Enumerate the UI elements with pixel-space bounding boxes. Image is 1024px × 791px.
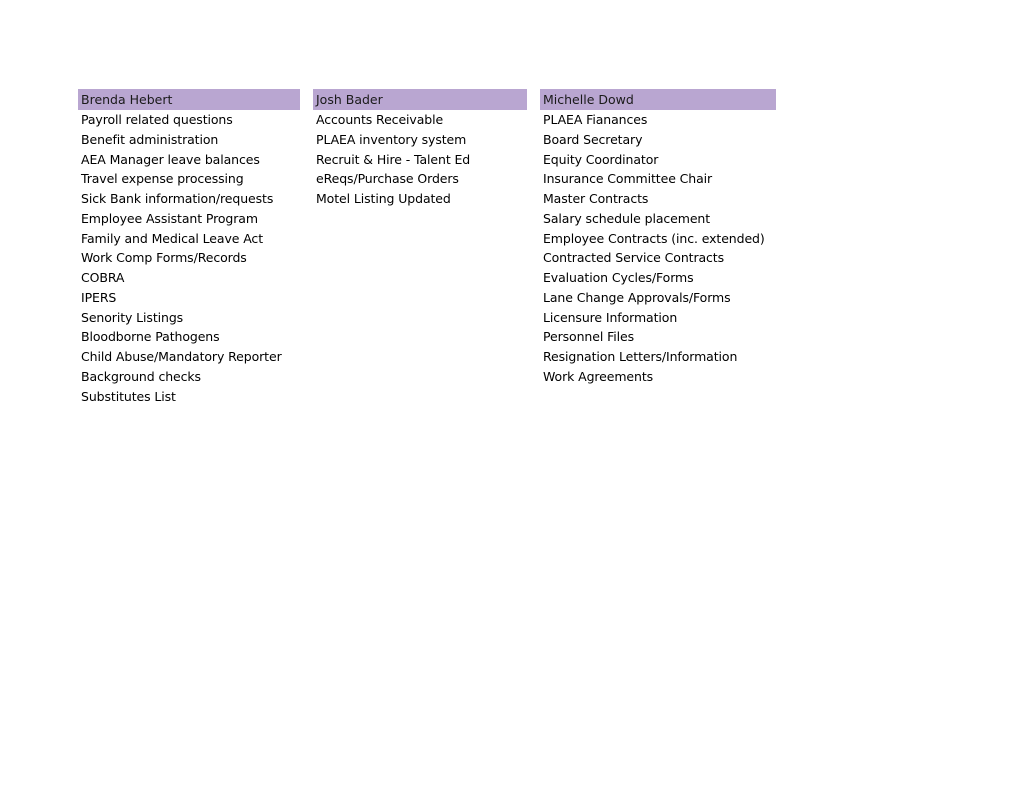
list-item: PLAEA Fianances bbox=[543, 112, 648, 127]
responsibility-list bbox=[313, 110, 527, 209]
list-item: Child Abuse/Mandatory Reporter bbox=[81, 349, 282, 364]
column-header: Brenda Hebert bbox=[78, 89, 300, 110]
column-josh-bader bbox=[313, 89, 527, 209]
list-item: Travel expense processing bbox=[81, 171, 244, 187]
list-item: Licensure Information bbox=[543, 309, 678, 325]
list-item: Background checks bbox=[81, 368, 201, 384]
list-item: Accounts Receivable bbox=[316, 112, 444, 127]
list-item: Work Comp Forms/Records bbox=[81, 250, 247, 266]
list-item: Work Agreements bbox=[543, 368, 654, 384]
responsibility-list bbox=[78, 110, 300, 406]
responsibility-list bbox=[540, 110, 776, 387]
list-item: Insurance Committee Chair bbox=[543, 171, 713, 187]
list-item: Master Contracts bbox=[543, 191, 649, 206]
list-item: Employee Contracts (inc. extended) bbox=[543, 230, 765, 246]
list-item: eReqs/Purchase Orders bbox=[316, 171, 459, 187]
list-item: Lane Change Approvals/Forms bbox=[543, 289, 731, 305]
column-brenda-hebert bbox=[78, 89, 300, 406]
list-item: COBRA bbox=[81, 270, 125, 285]
list-item: Board Secretary bbox=[543, 131, 643, 147]
column-michelle-dowd bbox=[540, 89, 776, 387]
list-item: Resignation Letters/Information bbox=[543, 349, 738, 364]
list-item: Benefit administration bbox=[81, 131, 219, 147]
list-item: Salary schedule placement bbox=[543, 210, 711, 226]
list-item: Equity Coordinator bbox=[543, 151, 659, 167]
list-item: Motel Listing Updated bbox=[316, 191, 451, 206]
list-item: Contracted Service Contracts bbox=[543, 250, 725, 266]
list-item: PLAEA inventory system bbox=[316, 131, 467, 147]
list-item: IPERS bbox=[81, 289, 117, 305]
column-header: Michelle Dowd bbox=[540, 89, 776, 110]
list-item: Family and Medical Leave Act bbox=[81, 230, 264, 246]
list-item: Bloodborne Pathogens bbox=[81, 329, 220, 345]
list-item: Recruit & Hire - Talent Ed bbox=[316, 151, 471, 167]
list-item: Personnel Files bbox=[543, 329, 634, 345]
list-item: Evaluation Cycles/Forms bbox=[543, 270, 694, 285]
list-item: Payroll related questions bbox=[81, 112, 233, 127]
column-header: Josh Bader bbox=[313, 89, 527, 110]
list-item: Substitutes List bbox=[81, 388, 176, 404]
list-item: Sick Bank information/requests bbox=[81, 191, 274, 206]
list-item: Employee Assistant Program bbox=[81, 210, 258, 226]
list-item: AEA Manager leave balances bbox=[81, 151, 260, 167]
list-item: Senority Listings bbox=[81, 309, 184, 325]
